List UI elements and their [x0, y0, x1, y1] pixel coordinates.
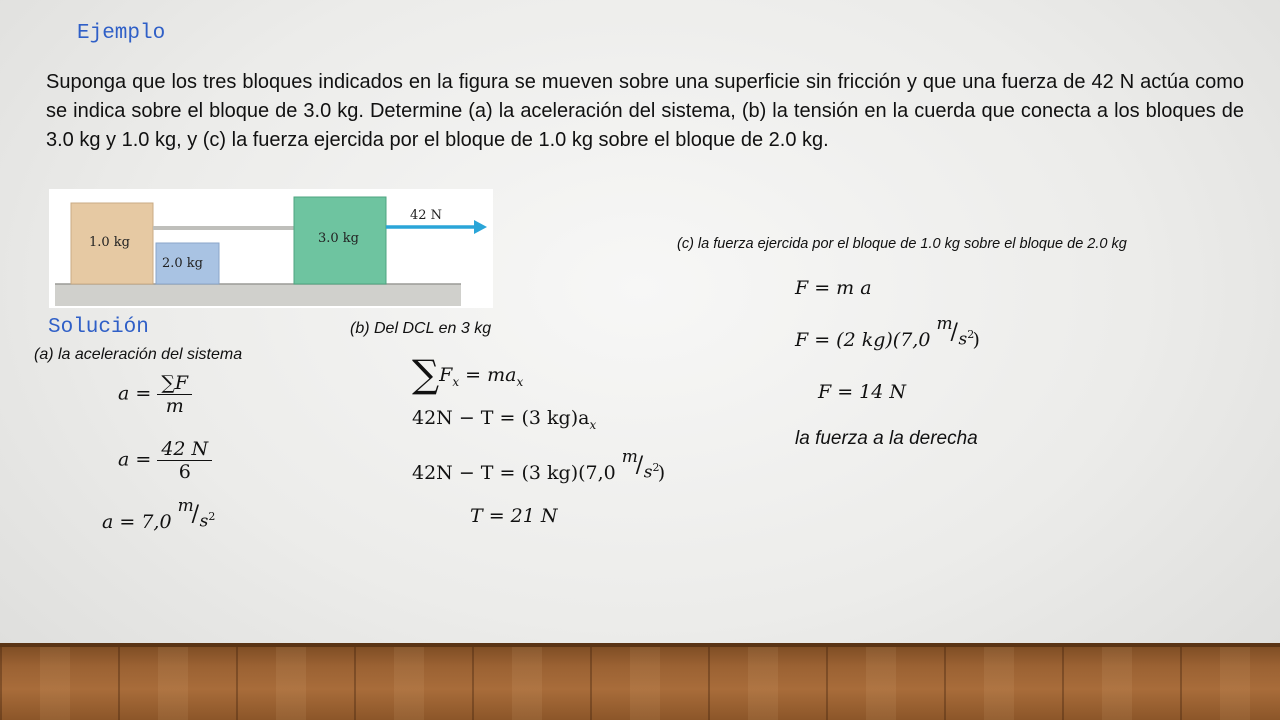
blocks-figure: [49, 189, 493, 308]
eq-text: F: [439, 364, 453, 386]
part-b-eq4: T = 21 N: [470, 505, 558, 527]
slide-title: Ejemplo: [77, 22, 166, 45]
label-force: 42 N: [410, 208, 443, 223]
eq-lhs: a =: [118, 448, 152, 471]
eq-lhs: a =: [118, 382, 152, 405]
surface: [55, 284, 461, 306]
eq-text: 42N − T = (3 kg)(7,0: [412, 462, 616, 484]
eq-text: a = 7,0: [102, 511, 172, 533]
eq-text: 42N − T = (3 kg)a: [412, 407, 590, 429]
blocks-diagram: [49, 189, 493, 308]
unit-m-per-s2: m / $s^2$: [177, 496, 216, 532]
label-3kg: 3.0 kg: [318, 231, 360, 246]
part-b-eq3: 42N − T = (3 kg)(7,0 m / $s^2$ ): [412, 447, 666, 484]
eq-denominator: m: [165, 395, 184, 417]
part-a-eq1: [118, 372, 192, 417]
unit-m-per-s2: m / $s^2$: [621, 447, 660, 483]
unit-m-per-s2: m / $s^2$: [936, 314, 975, 350]
eq-numerator: 42 N: [157, 438, 212, 461]
eq-numerator: ∑F: [157, 372, 192, 395]
part-c-note: la fuerza a la derecha: [795, 428, 978, 449]
label-2kg: 2.0 kg: [162, 256, 204, 271]
part-c-label: (c) la fuerza ejercida por el bloque de 1.0 kg sobre el bloque de 2.0 kg: [677, 236, 1127, 252]
problem-statement: Suponga que los tres bloques indicados en la figura se mueven sobre una superficie sin fricción y que una fuerza de 42 N actúa como se indica sobre el bloque de 3.0 kg. Determine (a) la aceleración del sistema, (b) la tensión en la cuerda que conecta a los bloques de 3.0 kg y 1.0 kg, y (c) la fuerza ejercida por el bloque de 1.0 kg sobre el bloque de 2.0 kg.: [46, 71, 1244, 151]
wooden-floor: [0, 643, 1280, 720]
part-a-label: (a) la aceleración del sistema: [34, 346, 243, 363]
part-b-label: (b) Del DCL en 3 kg: [350, 320, 492, 337]
part-c-eq2: F = (2 kg)(7,0 m / $s^2$ ): [795, 314, 980, 351]
part-a-eq3: [102, 496, 216, 534]
solution-heading: Solución: [48, 316, 149, 339]
sum-symbol: ∑: [412, 352, 440, 396]
part-b-eq2: 42N − T = (3 $kg)a_x$: [412, 407, 597, 432]
part-c-eq3: F = 14 N: [818, 381, 907, 403]
eq-text: F = (2 kg)(7,0: [795, 329, 931, 351]
part-a-eq2: [118, 438, 212, 483]
label-1kg: 1.0 kg: [89, 235, 131, 250]
part-b-eq1: $\sum F_x = ma_x$: [412, 352, 524, 396]
part-c-eq1: F = m a: [795, 277, 872, 299]
eq-denominator: 6: [178, 461, 191, 483]
